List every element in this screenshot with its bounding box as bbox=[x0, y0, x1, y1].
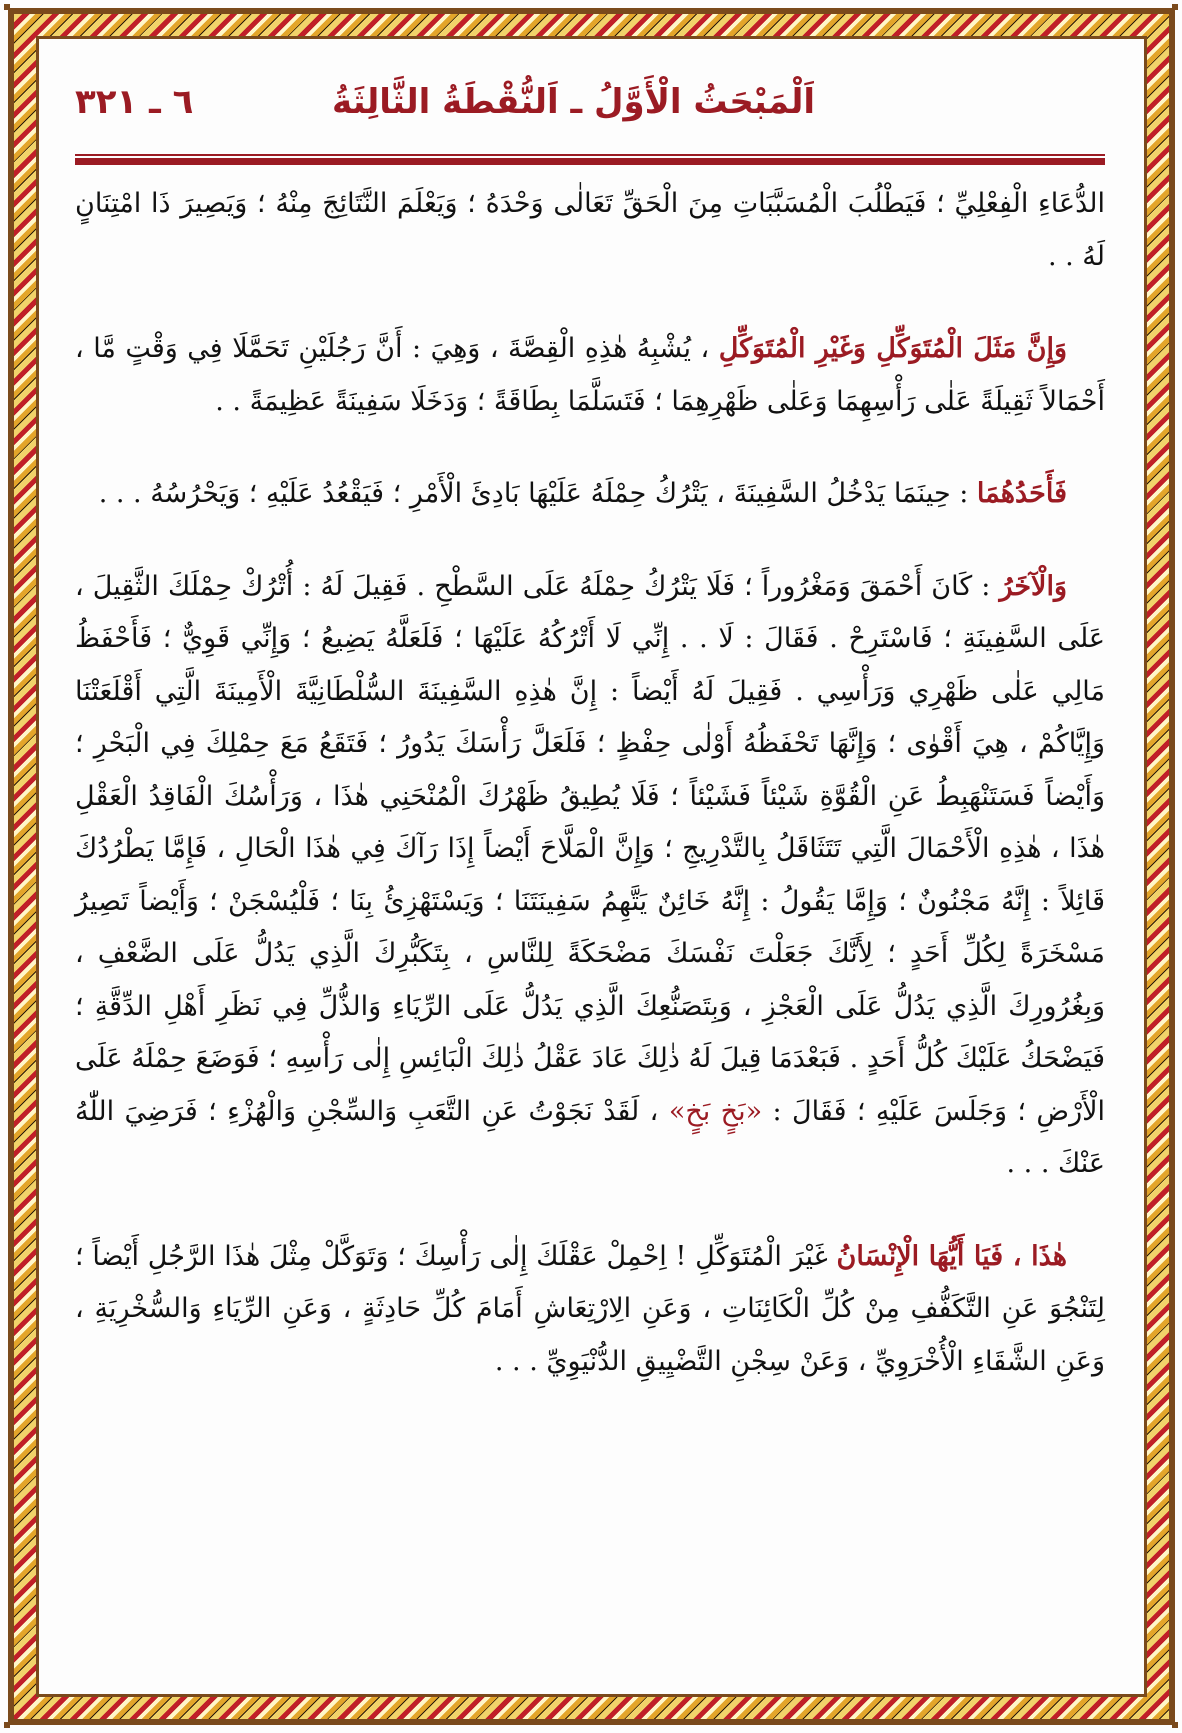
paragraph-text: ، يُشْبِهُ هٰذِهِ الْقِصَّةَ ، وَهِيَ : أَنَّ رَجُلَيْنِ تَحَمَّلَا فِي وَقْتٍ مَّا ، أَحْمَالاً ثَقِيلَةً عَلٰى رَأْسِهِمَا وَعَلٰى ظَهْرِهِمَا ؛ فَتَسَلَّمَا بِطَاقَةً ؛ وَدَخَلَا سَفِينَةً عَظِيمَةً . . bbox=[75, 333, 1105, 417]
corner-ornament-icon bbox=[4, 1722, 10, 1728]
corner-ornament-icon bbox=[1172, 4, 1178, 10]
quoted-exclamation: «بَخٍ بَخٍ» bbox=[668, 1095, 763, 1127]
header-divider-thin bbox=[75, 154, 1105, 156]
corner-ornament-icon bbox=[4, 4, 10, 10]
paragraph-conclusion bbox=[75, 1231, 1105, 1389]
highlight-heading: وَإِنَّ مَثَلَ الْمُتَوَكِّلِ وَغَيْرِ الْمُتَوَكِّلِ bbox=[718, 333, 1068, 364]
page-reference: ٦ ـ ٣٢١ bbox=[75, 82, 194, 122]
paragraph-text: ، لَقَدْ نَجَوْتُ عَنِ التَّعَبِ وَالسِّجْنِ وَالْهُزْءِ ؛ فَرَضِيَ اللّٰهُ عَنْكَ . . . bbox=[75, 1095, 1105, 1179]
paragraph-continuation bbox=[75, 178, 1105, 283]
highlight-heading: فَأَحَدُهُمَا bbox=[976, 478, 1067, 509]
page-body bbox=[75, 178, 1105, 1428]
paragraph-first-man bbox=[75, 468, 1105, 521]
highlight-heading: هٰذَا ، فَيَا أَيُّهَا الْإِنْسَانُ bbox=[836, 1240, 1067, 1272]
paragraph-parable-intro bbox=[75, 323, 1105, 428]
paragraph-text: الدُّعَاءِ الْفِعْلِيِّ ؛ فَيَطْلُبَ الْمُسَبَّبَاتِ مِنَ الْحَقِّ تَعَالٰى وَحْدَهُ ؛ وَيَعْلَمَ النَّتَائِجَ مِنْهُ ؛ وَيَصِيرَ ذَا امْتِنَانٍ لَهُ . . bbox=[75, 188, 1105, 272]
section-title: اَلْمَبْحَثُ الْأَوَّلُ ـ اَلنُّقْطَةُ الثَّالِثَةُ bbox=[331, 82, 815, 122]
paragraph-text: : حِينَمَا يَدْخُلُ السَّفِينَةَ ، يَتْرُكُ حِمْلَهُ عَلَيْهَا بَادِئَ الْأَمْرِ ؛ فَيَقْعُدُ عَلَيْهِ ؛ وَيَحْرُسُهُ . . . bbox=[98, 478, 977, 509]
corner-ornament-icon bbox=[1172, 1722, 1178, 1728]
paragraph-text: غَيْرَ الْمُتَوَكِّلِ ! اِحْمِلْ عَقْلَكَ إِلٰى رَأْسِكَ ؛ وَتَوَكَّلْ مِثْلَ هٰذَا الرَّجُلِ أَيْضاً ؛ لِتَنْجُوَ عَنِ التَّكَفُّفِ مِنْ كُلِّ الْكَائِنَاتِ ، وَعَنِ الِارْتِعَاشِ أَمَامَ كُلِّ حَادِثَةٍ ، وَعَنِ الرِّيَاءِ وَالسُّخْرِيَةِ ، وَعَنِ الشَّقَاءِ الْأُخْرَوِيِّ ، وَعَنْ سِجْنِ التَّضْيِيقِ الدُّنْيَوِيِّ . . . bbox=[75, 1240, 1105, 1377]
running-header bbox=[75, 82, 1105, 142]
highlight-heading: وَالْآخَرُ bbox=[999, 570, 1067, 602]
paragraph-text: : كَانَ أَحْمَقَ وَمَغْرُوراً ؛ فَلَا يَتْرُكُ حِمْلَهُ عَلَى السَّطْحِ . فَقِيلَ لَهُ : أُتْرُكْ حِمْلَكَ الثَّقِيلَ ، عَلَى السَّفِينَةِ ؛ فَاسْتَرِحْ . فَقَالَ : لَا . . إِنِّي لَا أَتْرُكُهُ عَلَيْهَا ؛ فَلَعَلَّهُ يَضِيعُ ؛ وَإِنِّي قَوِيٌّ ؛ فَأَحْفَظُ مَالِي عَلٰى ظَهْرِي وَرَأْسِي . فَقِيلَ لَهُ أَيْضاً : إِنَّ هٰذِهِ السَّفِينَةَ السُّلْطَانِيَّةَ الْأَمِينَةَ الَّتِي أَقْلَعَتْنَا وَإِيَّاكُمْ ، هِيَ أَقْوٰى ؛ وَإِنَّهَا تَحْفَظُهُ أَوْلٰى حِفْظٍ ؛ فَلَعَلَّ رَأْسَكَ يَدُورُ ؛ فَتَقَعُ مَعَ حِمْلِكَ فِي الْبَحْرِ ؛ وَأَيْضاً فَسَتَنْهَبِطُ عَنِ الْقُوَّةِ شَيْئاً فَشَيْئاً ؛ فَلَا يُطِيقُ ظَهْرُكَ الْمُنْحَنِي هٰذَا ، وَرَأْسُكَ الْفَاقِدُ الْعَقْلِ هٰذَا ، هٰذِهِ الْأَحْمَالَ الَّتِي تَتَثَاقَلُ بِالتَّدْرِيجِ ؛ وَإِنَّ الْمَلَّاحَ أَيْضاً إِذَا رَآكَ فِي هٰذَا الْحَالِ ، فَإِمَّا يَطْرُدُكَ قَائِلاً : إِنَّهُ مَجْنُونٌ ؛ وَإِمَّا يَقُولُ : إِنَّهُ خَائِنٌ يَتَّهِمُ سَفِينَتَنَا ؛ وَيَسْتَهْزِئُ بِنَا ؛ فَلْيُسْجَنْ ؛ وَأَيْضاً تَصِيرُ مَسْخَرَةً لِكُلِّ أَحَدٍ ؛ لِأَنَّكَ جَعَلْتَ نَفْسَكَ مَضْحَكَةً لِلنَّاسِ ، بِتَكَبُّرِكَ الَّذِي يَدُلُّ عَلَى الضَّعْفِ ، وَبِغُرُورِكَ الَّذِي يَدُلُّ عَلَى الْعَجْزِ ، وَبِتَصَنُّعِكَ الَّذِي يَدُلُّ عَلَى الرِّيَاءِ وَالذُّلِّ فِي نَظَرِ أَهْلِ الدِّقَّةِ ؛ فَيَضْحَكُ عَلَيْكَ كُلُّ أَحَدٍ . فَبَعْدَمَا قِيلَ لَهُ ذٰلِكَ عَادَ عَقْلُ ذٰلِكَ الْبَائِسِ إِلٰى رَأْسِهِ ؛ فَوَضَعَ حِمْلَهُ عَلَى الْأَرْضِ ؛ وَجَلَسَ عَلَيْهِ ؛ فَقَالَ : bbox=[75, 570, 1106, 1127]
paragraph-second-man bbox=[75, 561, 1105, 1191]
header-divider-thick bbox=[75, 158, 1105, 165]
